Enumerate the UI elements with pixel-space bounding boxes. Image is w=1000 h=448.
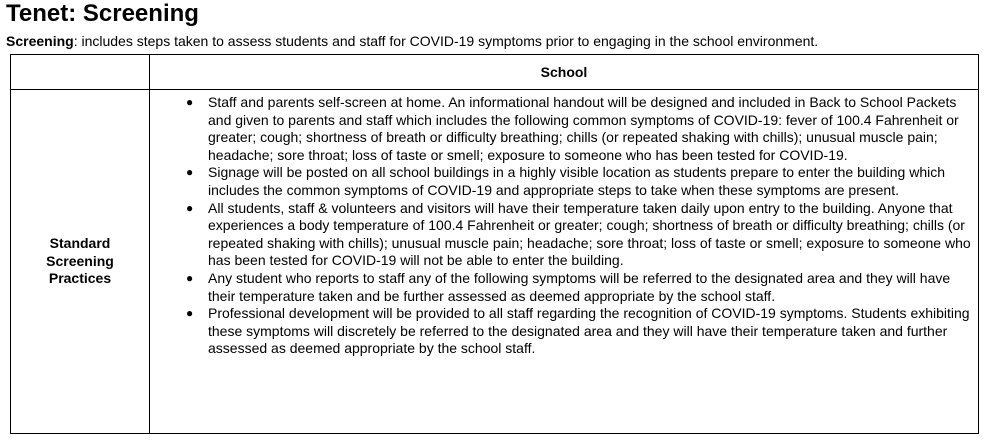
column-header-school: School [150,55,979,90]
list-item [150,270,974,305]
bullet-icon: ● [186,200,194,215]
table-header-row [11,55,979,90]
list-item-text: Signage will be posted on all school buildings in a highly visible location as students prepare to enter the building which includes the common symptoms of COVID-19 and appropriate steps to take when these symptoms are present. [208,164,946,198]
list-item-text: Professional development will be provided to all staff regarding the recognition of COVID-19 symptoms. Students exhibiting these symptoms will discretely be referred to the designated area and they will have their temperature taken and further assessed as deemed appropriate by the school staff. [208,305,970,357]
empty-header-cell [11,55,150,90]
row-header-standard-screening-practices [11,90,150,434]
bullet-icon: ● [186,270,194,285]
list-item [150,305,974,358]
screening-table [10,54,979,434]
bullet-icon: ● [186,306,194,321]
row-header-line: Practices [48,270,112,287]
intro-text: : includes steps taken to assess students and staff for COVID-19 symptoms prior to engaging in the school environment. [73,33,819,49]
bullet-list [150,94,978,358]
bullet-icon: ● [186,165,194,180]
list-item [150,94,974,164]
screening-practices-cell [150,90,979,434]
list-item-text: All students, staff & volunteers and visitors will have their temperature taken daily upon entry to the building. Anyone that experiences a body temperature of 100.4 Fahrenheit or greater; cough; shortness of breath or difficulty breathing; chills (or repeated shaking with chills); unusual muscle pain; headache; sore throat; loss of taste or smell; exposure to someone who has been tested for COVID-19 will not be able to enter the building. [208,199,971,269]
row-header-line: Screening [46,252,114,269]
list-item-text: Any student who reports to staff any of the following symptoms will be referred to the designated area and they will have their temperature taken and be further assessed as deemed appropriate by the school staff. [208,269,951,304]
table-row [11,90,979,434]
list-item-text: Staff and parents self-screen at home. An informational handout will be designed and included in Back to School Packets and given to parents and staff which includes the following common symptoms of COVID-19: fever of 100.4 Fahrenheit or greater; cough; shortness of breath or difficulty breathing; chills (or repeated shaking with chills); unusual muscle pain; headache; sore throat; loss of taste or smell; exposure to someone who has been tested for COVID-19. [208,94,959,163]
list-item [150,164,974,199]
intro-term: Screening [6,33,74,49]
row-header-line: Standard [49,235,111,252]
bullet-icon: ● [186,95,194,109]
page-title: Tenet: Screening [6,0,199,27]
list-item [150,200,974,270]
intro-paragraph [6,33,996,50]
